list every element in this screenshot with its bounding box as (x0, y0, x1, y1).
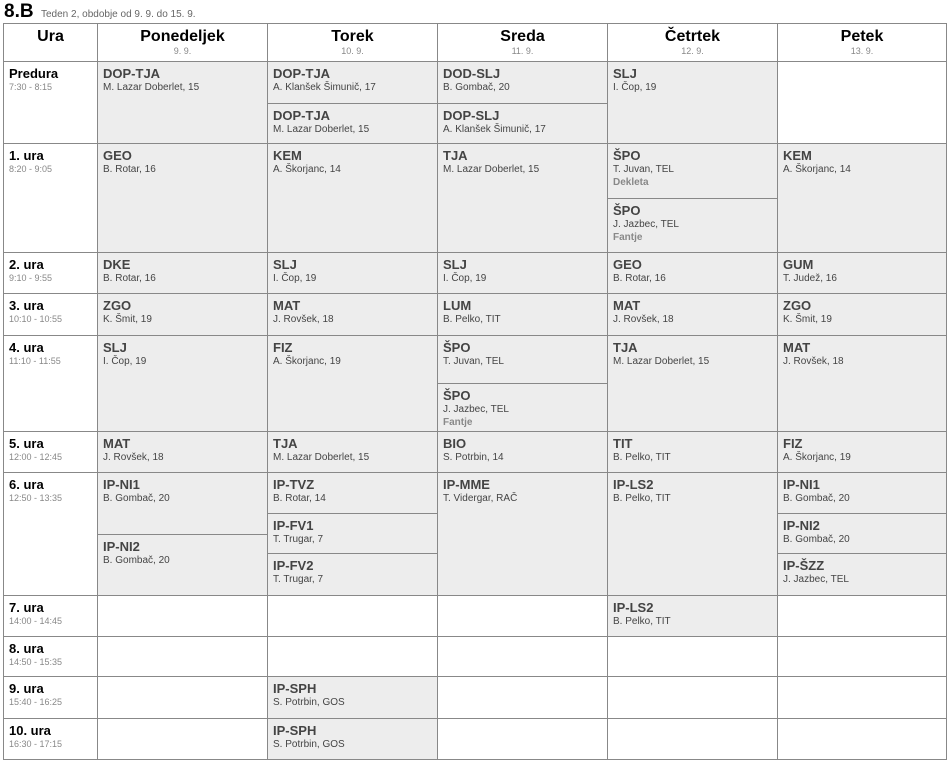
empty-cell (268, 637, 438, 677)
lesson-stack (98, 432, 267, 472)
lesson-subject: SLJ (273, 257, 297, 273)
lesson-entry[interactable] (608, 144, 777, 198)
lesson-subject: IP-ŠZZ (783, 558, 825, 574)
hour-row (4, 637, 947, 677)
lesson-cell[interactable] (778, 473, 947, 596)
hour-name: 8. ura (9, 641, 44, 657)
hour-time: 16:30 - 17:15 (9, 738, 63, 749)
lesson-subject: GEO (613, 257, 642, 273)
lesson-entry[interactable] (98, 144, 267, 252)
lesson-stack (778, 144, 946, 252)
hour-column-header: Ura (4, 24, 98, 62)
hour-time: 15:40 - 16:25 (9, 697, 63, 708)
lesson-teacher-room: M. Lazar Doberlet, 15 (273, 452, 370, 464)
lesson-stack (608, 473, 777, 595)
day-date: 10. 9. (341, 46, 364, 56)
lesson-teacher-room: J. Jazbec, TEL (613, 219, 679, 231)
class-title: 8.B (4, 1, 34, 22)
lesson-stack (778, 253, 946, 293)
lesson-subject: MAT (273, 298, 301, 314)
hour-cell (4, 473, 98, 596)
lesson-cell[interactable] (438, 294, 608, 335)
lesson-stack (608, 336, 777, 432)
empty-cell (778, 677, 947, 718)
lesson-teacher-room: B. Gombač, 20 (443, 82, 510, 93)
lesson-group: Fantje (443, 416, 473, 428)
hour-cell (4, 718, 98, 759)
lesson-entry[interactable] (778, 144, 946, 252)
hour-cell (4, 432, 98, 473)
lesson-stack (438, 432, 607, 472)
lesson-cell[interactable] (608, 62, 778, 144)
day-name: Ponedeljek (140, 28, 225, 45)
lesson-stack (268, 62, 437, 143)
lesson-stack (268, 719, 437, 759)
timetable-body (4, 62, 947, 760)
lesson-teacher-room: B. Gombač, 20 (103, 493, 170, 505)
lesson-stack (268, 677, 437, 717)
lesson-entry[interactable] (438, 103, 607, 143)
lesson-cell[interactable] (268, 253, 438, 294)
lesson-teacher-room: J. Jazbec, TEL (783, 574, 849, 586)
lesson-entry[interactable] (268, 144, 437, 252)
lesson-subject: MAT (103, 436, 131, 452)
lesson-teacher-room: B. Rotar, 16 (103, 273, 156, 285)
lesson-stack (778, 336, 946, 432)
hour-row (4, 144, 947, 253)
hour-name: 10. ura (9, 722, 51, 738)
day-name: Sreda (500, 28, 545, 45)
lesson-cell[interactable] (778, 144, 947, 253)
lesson-teacher-room: B. Gombač, 20 (783, 493, 850, 505)
lesson-cell[interactable] (268, 432, 438, 473)
lesson-cell[interactable] (778, 294, 947, 335)
lesson-cell[interactable] (98, 294, 268, 335)
lesson-teacher-room: M. Lazar Doberlet, 15 (443, 164, 540, 176)
lesson-entry[interactable] (438, 383, 607, 432)
lesson-teacher-room: A. Škorjanc, 14 (273, 164, 341, 176)
lesson-teacher-room: I. Čop, 19 (443, 273, 487, 285)
lesson-stack (268, 144, 437, 252)
lesson-subject: IP-SPH (273, 681, 317, 697)
lesson-cell[interactable] (98, 335, 268, 432)
lesson-subject: TJA (443, 148, 468, 164)
lesson-teacher-room: B. Gombač, 20 (783, 534, 850, 546)
lesson-subject: SLJ (613, 66, 637, 81)
lesson-stack (98, 294, 267, 334)
lesson-entry[interactable] (268, 513, 437, 553)
hour-cell (4, 596, 98, 637)
lesson-teacher-room: B. Pelko, TIT (613, 493, 671, 505)
lesson-teacher-room: A. Klanšek Šimunič, 17 (443, 124, 546, 135)
lesson-entry[interactable] (778, 294, 946, 334)
lesson-teacher-room: J. Rovšek, 18 (613, 314, 674, 326)
lesson-subject: IP-NI2 (103, 539, 140, 555)
lesson-entry[interactable] (778, 432, 946, 472)
lesson-teacher-room: S. Potrbin, GOS (273, 738, 345, 750)
lesson-subject: ŠPO (613, 203, 641, 219)
hour-cell (4, 62, 98, 144)
day-date: 13. 9. (850, 46, 874, 56)
lesson-teacher-room: S. Potrbin, GOS (273, 697, 345, 709)
lesson-stack (98, 144, 267, 252)
hour-cell (4, 677, 98, 718)
lesson-stack (268, 432, 437, 472)
lesson-teacher-room: B. Rotar, 14 (273, 493, 326, 505)
day-header (608, 24, 778, 62)
hour-name: 9. ura (9, 681, 44, 697)
lesson-teacher-room: S. Potrbin, 14 (443, 452, 504, 464)
empty-cell (608, 718, 778, 759)
lesson-entry[interactable] (438, 144, 607, 252)
lesson-cell[interactable] (438, 335, 608, 432)
lesson-cell[interactable] (268, 677, 438, 718)
lesson-group: Dekleta (613, 177, 649, 189)
lesson-subject: DOP-SLJ (443, 108, 500, 123)
lesson-teacher-room: T. Judež, 16 (783, 273, 837, 285)
lesson-cell[interactable] (778, 335, 947, 432)
lesson-subject: FIZ (783, 436, 803, 452)
lesson-subject: DOD-SLJ (443, 66, 501, 81)
lesson-entry[interactable] (98, 294, 267, 334)
lesson-subject: SLJ (103, 339, 127, 355)
lesson-cell[interactable] (98, 62, 268, 144)
lesson-teacher-room: B. Pelko, TIT (613, 616, 671, 628)
empty-cell (778, 637, 947, 677)
day-name: Torek (331, 28, 374, 45)
hour-cell (4, 144, 98, 253)
empty-cell (608, 637, 778, 677)
lesson-subject: KEM (783, 148, 812, 164)
lesson-stack (98, 253, 267, 293)
lesson-teacher-room: T. Vidergar, RAČ (443, 493, 518, 505)
hour-time: 7:30 - 8:15 (9, 82, 53, 92)
lesson-teacher-room: M. Lazar Doberlet, 15 (103, 82, 200, 93)
lesson-stack (98, 62, 267, 143)
lesson-entry[interactable] (778, 513, 946, 553)
lesson-subject: IP-NI2 (783, 518, 820, 534)
lesson-subject: ZGO (103, 298, 132, 314)
lesson-teacher-room: B. Pelko, TIT (613, 452, 671, 464)
lesson-subject: TJA (613, 339, 638, 355)
lesson-entry[interactable] (438, 62, 607, 103)
lesson-subject: LUM (443, 298, 472, 314)
lesson-teacher-room: A. Škorjanc, 19 (783, 452, 851, 464)
lesson-stack (268, 253, 437, 293)
lesson-entry[interactable] (98, 336, 267, 432)
lesson-teacher-room: M. Lazar Doberlet, 15 (273, 124, 370, 135)
empty-cell (778, 596, 947, 637)
lesson-stack (608, 253, 777, 293)
lesson-entry[interactable] (608, 336, 777, 432)
hour-time: 8:20 - 9:05 (9, 164, 53, 175)
empty-cell (778, 718, 947, 759)
lesson-entry[interactable] (268, 62, 437, 103)
lesson-cell[interactable] (608, 294, 778, 335)
lesson-teacher-room: I. Čop, 19 (613, 82, 657, 93)
hour-row (4, 253, 947, 294)
lesson-cell[interactable] (268, 294, 438, 335)
empty-cell (268, 596, 438, 637)
day-header-row (4, 24, 947, 62)
lesson-stack (438, 473, 607, 595)
lesson-subject: IP-TVZ (273, 477, 315, 493)
lesson-stack (438, 253, 607, 293)
lesson-cell[interactable] (268, 718, 438, 759)
lesson-subject: IP-NI1 (783, 477, 820, 493)
lesson-stack (778, 294, 946, 334)
lesson-cell[interactable] (608, 432, 778, 473)
lesson-entry[interactable] (268, 473, 437, 513)
hour-row (4, 718, 947, 759)
hour-cell (4, 294, 98, 335)
lesson-stack (438, 144, 607, 252)
lesson-entry[interactable] (268, 553, 437, 595)
lesson-teacher-room: J. Rovšek, 18 (273, 314, 334, 326)
hour-time: 9:10 - 9:55 (9, 273, 53, 284)
lesson-cell[interactable] (268, 144, 438, 253)
lesson-stack (98, 473, 267, 595)
lesson-subject: FIZ (273, 339, 293, 355)
hour-time: 10:10 - 10:55 (9, 314, 63, 325)
lesson-entry[interactable] (98, 62, 267, 143)
lesson-entry[interactable] (268, 719, 437, 759)
day-header (98, 24, 268, 62)
hour-cell (4, 637, 98, 677)
hour-name: 5. ura (9, 436, 44, 452)
day-header (438, 24, 608, 62)
lesson-entry[interactable] (98, 534, 267, 595)
lesson-cell[interactable] (438, 144, 608, 253)
lesson-subject: TIT (613, 436, 633, 452)
lesson-cell[interactable] (268, 62, 438, 144)
empty-cell (778, 62, 947, 144)
lesson-stack (268, 473, 437, 595)
lesson-stack (608, 596, 777, 636)
lesson-cell[interactable] (608, 473, 778, 596)
lesson-cell[interactable] (438, 62, 608, 144)
hour-row (4, 596, 947, 637)
empty-cell (438, 718, 608, 759)
lesson-group: Fantje (613, 232, 643, 244)
lesson-entry[interactable] (608, 62, 777, 143)
lesson-subject: IP-NI1 (103, 477, 140, 493)
hour-cell (4, 335, 98, 432)
empty-cell (438, 677, 608, 718)
empty-cell (98, 637, 268, 677)
lesson-subject: GUM (783, 257, 814, 273)
lesson-entry[interactable] (268, 294, 437, 334)
lesson-cell[interactable] (98, 432, 268, 473)
lesson-entry[interactable] (438, 473, 607, 595)
lesson-teacher-room: T. Juvan, TEL (613, 164, 674, 176)
lesson-entry[interactable] (608, 253, 777, 293)
hour-name: 3. ura (9, 298, 44, 314)
lesson-stack (438, 294, 607, 334)
day-name: Četrtek (664, 28, 721, 45)
hour-row (4, 432, 947, 473)
lesson-cell[interactable] (438, 432, 608, 473)
lesson-subject: GEO (103, 148, 132, 164)
lesson-subject: DOP-TJA (103, 66, 161, 81)
lesson-subject: DOP-TJA (273, 66, 331, 81)
lesson-subject: MAT (613, 298, 641, 314)
day-date: 12. 9. (681, 46, 704, 56)
hour-time: 12:00 - 12:45 (9, 452, 63, 463)
lesson-teacher-room: J. Rovšek, 18 (103, 452, 164, 464)
lesson-stack (608, 432, 777, 472)
lesson-teacher-room: K. Šmit, 19 (783, 314, 832, 326)
day-date: 9. 9. (173, 46, 192, 56)
lesson-entry[interactable] (98, 432, 267, 472)
lesson-subject: MAT (783, 339, 811, 355)
day-header (778, 24, 947, 62)
lesson-stack (778, 432, 946, 472)
lesson-subject: KEM (273, 148, 302, 164)
lesson-entry[interactable] (98, 473, 267, 534)
hour-name: 1. ura (9, 148, 44, 164)
lesson-entry[interactable] (268, 103, 437, 143)
day-date: 11. 9. (511, 46, 534, 56)
lesson-stack (438, 336, 607, 432)
lesson-entry[interactable] (608, 198, 777, 252)
lesson-teacher-room: J. Rovšek, 18 (783, 355, 844, 367)
lesson-teacher-room: T. Trugar, 7 (273, 574, 324, 586)
hour-row (4, 62, 947, 144)
lesson-subject: IP-FV1 (273, 518, 314, 534)
lesson-subject: IP-SPH (273, 722, 317, 738)
lesson-teacher-room: B. Rotar, 16 (103, 164, 156, 176)
hour-name: 6. ura (9, 477, 44, 493)
lesson-entry[interactable] (438, 432, 607, 472)
lesson-stack (438, 62, 607, 143)
lesson-cell[interactable] (608, 596, 778, 637)
hour-name: Predura (9, 66, 59, 81)
lesson-entry[interactable] (608, 432, 777, 472)
lesson-teacher-room: J. Jazbec, TEL (443, 403, 509, 415)
lesson-entry[interactable] (778, 253, 946, 293)
day-name: Petek (840, 28, 884, 45)
lesson-stack (268, 294, 437, 334)
lesson-cell[interactable] (268, 473, 438, 596)
hour-time: 14:50 - 15:35 (9, 657, 63, 668)
lesson-teacher-room: B. Pelko, TIT (443, 314, 501, 326)
lesson-teacher-room: M. Lazar Doberlet, 15 (613, 355, 710, 367)
lesson-subject: IP-FV2 (273, 558, 314, 574)
hour-name: 4. ura (9, 339, 44, 355)
hour-row (4, 335, 947, 432)
empty-cell (98, 596, 268, 637)
lesson-cell[interactable] (438, 473, 608, 596)
lesson-teacher-room: T. Juvan, TEL (443, 355, 504, 367)
lesson-cell[interactable] (608, 335, 778, 432)
lesson-cell[interactable] (778, 253, 947, 294)
lesson-entry[interactable] (608, 596, 777, 636)
lesson-teacher-room: T. Trugar, 7 (273, 534, 324, 546)
lesson-stack (98, 336, 267, 432)
lesson-teacher-room: A. Škorjanc, 19 (273, 355, 341, 367)
lesson-subject: ŠPO (443, 339, 471, 355)
lesson-subject: DKE (103, 257, 131, 273)
lesson-subject: DOP-TJA (273, 108, 331, 123)
lesson-stack (608, 62, 777, 143)
lesson-teacher-room: B. Gombač, 20 (103, 555, 170, 567)
lesson-subject: IP-LS2 (613, 600, 654, 616)
lesson-entry[interactable] (608, 473, 777, 595)
lesson-cell[interactable] (778, 432, 947, 473)
hour-row (4, 294, 947, 335)
hour-time: 12:50 - 13:35 (9, 493, 63, 504)
lesson-cell[interactable] (98, 144, 268, 253)
lesson-subject: IP-LS2 (613, 477, 654, 493)
lesson-subject: ŠPO (443, 387, 471, 403)
lesson-teacher-room: A. Škorjanc, 14 (783, 164, 851, 176)
lesson-subject: ZGO (783, 298, 812, 314)
hour-row (4, 677, 947, 718)
lesson-teacher-room: I. Čop, 19 (273, 273, 317, 285)
hour-time: 11:10 - 11:55 (9, 355, 61, 366)
lesson-stack (608, 144, 777, 252)
lesson-entry[interactable] (778, 553, 946, 595)
lesson-cell[interactable] (608, 144, 778, 253)
timetable (3, 23, 947, 760)
lesson-subject: BIO (443, 436, 467, 452)
lesson-entry[interactable] (778, 473, 946, 513)
lesson-teacher-room: B. Rotar, 16 (613, 273, 666, 285)
empty-cell (438, 596, 608, 637)
lesson-subject: IP-MME (443, 477, 490, 493)
hour-row (4, 473, 947, 596)
lesson-cell[interactable] (608, 253, 778, 294)
lesson-entry[interactable] (778, 336, 946, 432)
lesson-stack (778, 473, 946, 595)
empty-cell (608, 677, 778, 718)
lesson-subject: ŠPO (613, 148, 641, 164)
lesson-entry[interactable] (268, 432, 437, 472)
lesson-entry[interactable] (438, 336, 607, 383)
empty-cell (98, 677, 268, 718)
hour-name: 2. ura (9, 257, 44, 273)
page-header (0, 0, 950, 22)
lesson-entry[interactable] (268, 253, 437, 293)
lesson-entry[interactable] (268, 677, 437, 717)
hour-cell (4, 253, 98, 294)
lesson-entry[interactable] (98, 253, 267, 293)
hour-time: 14:00 - 14:45 (9, 616, 63, 627)
lesson-cell[interactable] (438, 253, 608, 294)
lesson-stack (608, 294, 777, 334)
lesson-stack (268, 336, 437, 432)
lesson-entry[interactable] (268, 336, 437, 432)
lesson-teacher-room: A. Klanšek Šimunič, 17 (273, 82, 376, 93)
lesson-entry[interactable] (438, 294, 607, 334)
lesson-cell[interactable] (98, 253, 268, 294)
week-info: Teden 2, obdobje od 9. 9. do 15. 9. (41, 9, 196, 20)
lesson-cell[interactable] (268, 335, 438, 432)
lesson-cell[interactable] (98, 473, 268, 596)
lesson-entry[interactable] (608, 294, 777, 334)
lesson-subject: SLJ (443, 257, 467, 273)
lesson-subject: TJA (273, 436, 298, 452)
empty-cell (438, 637, 608, 677)
lesson-teacher-room: K. Šmit, 19 (103, 314, 152, 326)
empty-cell (98, 718, 268, 759)
lesson-entry[interactable] (438, 253, 607, 293)
day-header (268, 24, 438, 62)
hour-name: 7. ura (9, 600, 44, 616)
lesson-teacher-room: I. Čop, 19 (103, 355, 147, 367)
